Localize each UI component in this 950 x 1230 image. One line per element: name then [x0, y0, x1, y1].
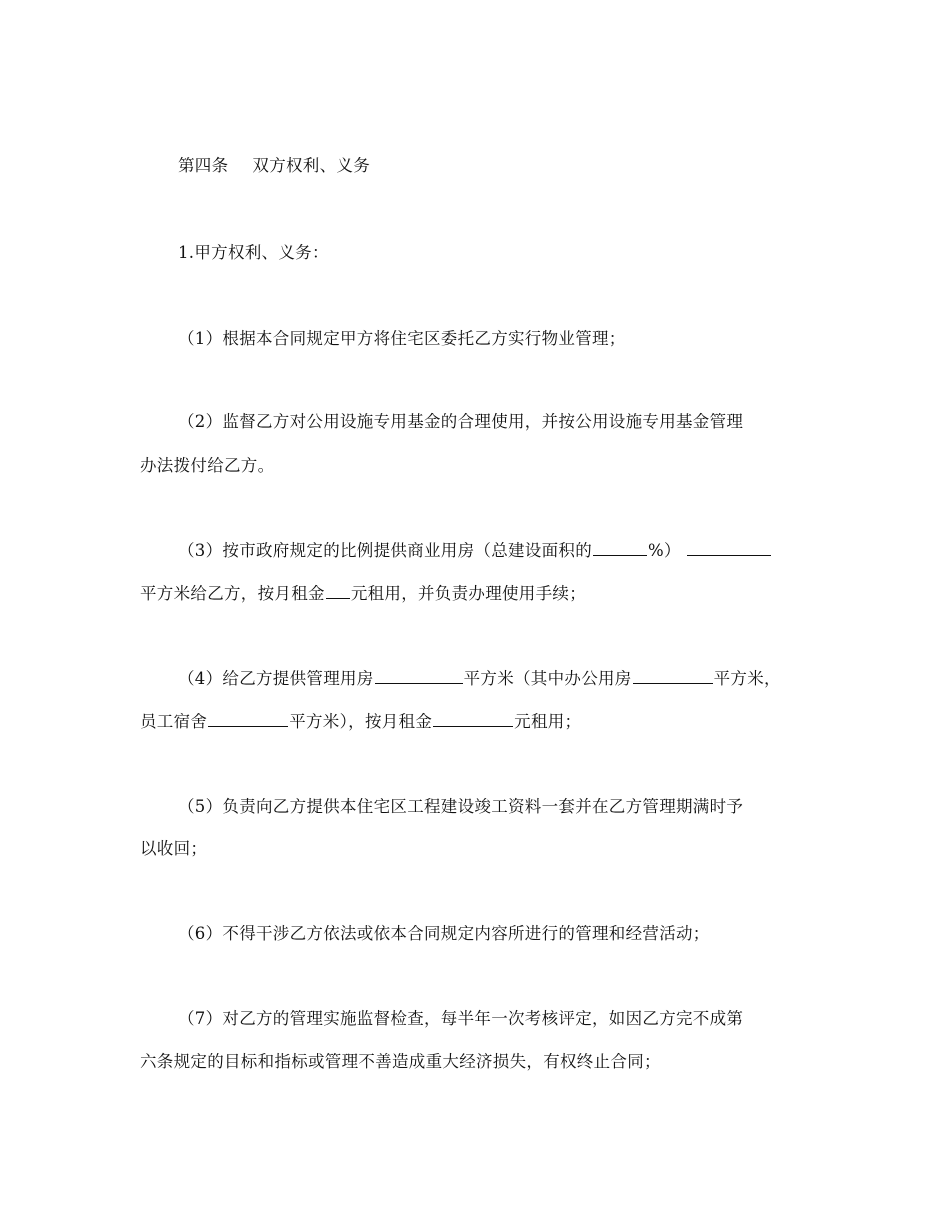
clause-3-text-b: %） [648, 541, 681, 560]
clause-7-line-2: 六条规定的目标和指标或管理不善造成重大经济损失，有权终止合同； [140, 1052, 661, 1071]
clause-6: （6）不得干涉乙方依法或依本合同规定内容所进行的管理和经营活动； [178, 924, 710, 943]
clause-2-line-1: （2）监督乙方对公用设施专用基金的合理使用，并按公用设施专用基金管理 [178, 412, 744, 431]
clause-7-line-1: （7）对乙方的管理实施监督检查，每半年一次考核评定，如因乙方完不成第 [178, 1009, 744, 1028]
area-blank [687, 539, 771, 556]
clause-4-text-d: 员工宿舍 [140, 712, 208, 731]
management-area-blank [375, 667, 463, 684]
article-heading [178, 155, 858, 177]
percent-blank [593, 539, 647, 556]
clause-4-line-2 [140, 710, 820, 733]
clause-3-text-a: （3）按市政府规定的比例提供商业用房（总建设面积的 [178, 541, 592, 560]
section-heading: 1.甲方权利、义务： [178, 243, 329, 262]
clause-3-text-c: 平方米给乙方，按月租金 [140, 584, 325, 603]
clause-4-text-a: （4）给乙方提供管理用房 [178, 669, 374, 688]
clause-5-line-2: 以收回； [140, 839, 208, 858]
article-title: 双方权利、义务 [252, 156, 371, 175]
clause-2-line-2: 办法拨付给乙方。 [140, 456, 275, 475]
office-area-blank [633, 667, 713, 684]
clause-4-text-c: 平方米， [713, 669, 781, 688]
clause-4-text-b: 平方米（其中办公用房 [463, 669, 632, 688]
rent-blank [326, 582, 350, 599]
article-number: 第四条 [178, 156, 229, 175]
clause-5-line-1: （5）负责向乙方提供本住宅区工程建设竣工资料一套并在乙方管理期满时予 [178, 797, 744, 816]
clause-3-line-2 [140, 582, 820, 605]
dormitory-area-blank [208, 710, 288, 727]
clause-3-text-d: 元租用，并负责办理使用手续； [350, 584, 587, 603]
clause-3-line-1 [178, 539, 858, 562]
monthly-rent-blank [433, 710, 513, 727]
clause-4-line-1 [178, 667, 858, 690]
clause-1: （1）根据本合同规定甲方将住宅区委托乙方实行物业管理； [178, 329, 626, 348]
clause-4-text-e: 平方米），按月租金 [289, 712, 433, 731]
clause-4-text-f: 元租用； [514, 712, 582, 731]
